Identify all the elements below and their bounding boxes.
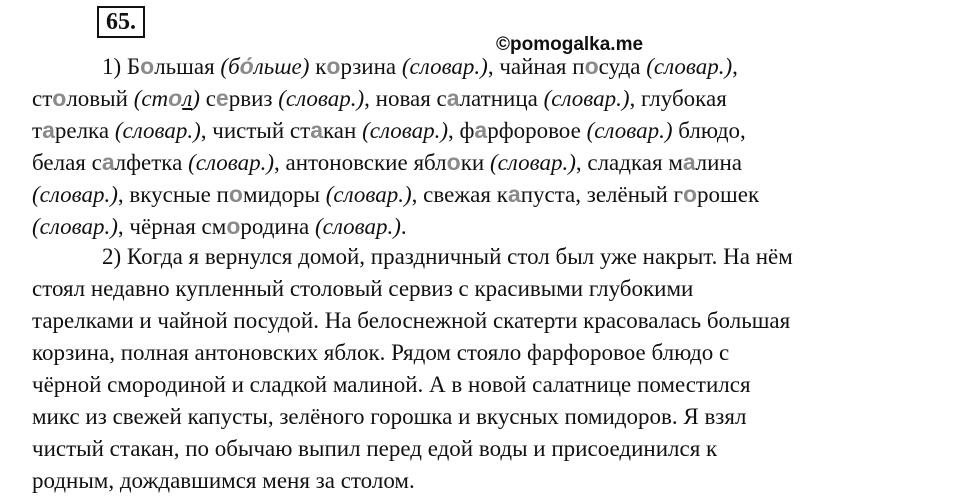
paragraph-1-line xyxy=(32,210,932,242)
text-segment: (ст xyxy=(133,86,169,111)
highlighted-vowel: о xyxy=(228,181,243,207)
text-segment: мидоры xyxy=(242,182,326,207)
text-segment: рвиз xyxy=(228,86,279,111)
text-segment: (словар.) xyxy=(315,214,401,239)
paragraph-2-line: микс из свежей капусты, зелёного горошка и вкусных помидоров. Я взял xyxy=(32,404,747,429)
text-segment: льшая xyxy=(154,54,221,79)
paragraph-1-line xyxy=(32,114,932,146)
text-segment: ст xyxy=(32,86,53,111)
highlighted-vowel: о xyxy=(326,53,341,79)
highlighted-vowel: е xyxy=(215,85,229,111)
text-segment: , сладкая м xyxy=(575,150,683,175)
text-segment: (словар.) xyxy=(489,150,576,175)
paragraph-2-line: стоял недавно купленный столовый сервиз с красивыми глубокими xyxy=(32,276,694,301)
paragraph-1-line xyxy=(32,146,932,178)
text-segment: белая с xyxy=(32,150,102,175)
text-segment: кан xyxy=(322,118,363,143)
paragraph-1 xyxy=(32,50,932,242)
paragraph-2-line: чистый стакан, по обычаю выпил перед едой воды и присоединился к xyxy=(32,436,718,461)
text-segment: (словар.) xyxy=(278,86,365,111)
highlighted-vowel: а xyxy=(310,117,323,143)
text-segment: , новая с xyxy=(364,86,447,111)
text-segment: рфоровое xyxy=(487,118,587,143)
text-segment: релка xyxy=(54,118,115,143)
paragraph-2-line: чёрной смородиной и сладкой малиной. А в новой салатнице поместился xyxy=(32,372,751,397)
text-segment: латница xyxy=(459,86,544,111)
text-segment: (словар.) xyxy=(362,118,448,143)
text-segment: , чёрная см xyxy=(117,214,227,239)
highlighted-vowel: о xyxy=(52,85,67,111)
highlighted-vowel: а xyxy=(682,149,696,175)
text-segment: (словар.) xyxy=(325,182,412,207)
highlighted-vowel: о xyxy=(168,85,183,111)
text-segment: , свежая к xyxy=(411,182,508,207)
paragraph-1-line xyxy=(32,50,932,82)
highlighted-vowel: а xyxy=(101,149,115,175)
paragraph-1-line xyxy=(32,178,932,210)
text-segment: (словар.) xyxy=(586,118,673,143)
text-segment: , вкусные п xyxy=(117,182,229,207)
text-segment: , чистый ст xyxy=(200,118,311,143)
highlighted-vowel: о xyxy=(446,149,461,175)
highlighted-vowel: а xyxy=(42,117,55,143)
text-segment: , xyxy=(732,54,738,79)
text-segment: (словар.) xyxy=(32,182,118,207)
text-segment: ) xyxy=(192,86,200,111)
highlighted-vowel: а xyxy=(474,117,488,143)
text-segment: (словар.) xyxy=(188,150,274,175)
exercise-number: 65. xyxy=(97,6,145,38)
highlighted-vowel: о́ xyxy=(239,53,254,79)
text-segment: рошек xyxy=(697,182,760,207)
text-segment: пуста, зелёный г xyxy=(520,182,683,207)
text-segment: с xyxy=(199,86,216,111)
text-segment: л xyxy=(182,86,193,111)
highlighted-vowel: а xyxy=(446,85,460,111)
text-segment: лина xyxy=(695,150,742,175)
text-segment: , антоновские ябл xyxy=(274,150,447,175)
text-segment: льше) xyxy=(253,54,310,79)
text-segment: родина xyxy=(240,214,315,239)
text-segment: (словар.) xyxy=(114,118,201,143)
paragraph-2 xyxy=(32,241,932,497)
paragraph-2-line: родным, дождавшимся меня за столом. xyxy=(32,468,415,493)
text-segment: ловый xyxy=(66,86,134,111)
text-segment: к xyxy=(309,54,327,79)
paragraph-2-line: корзина, полная антоновских яблок. Рядом стояло фарфоровое блюдо с xyxy=(32,340,730,365)
paragraph-1-line xyxy=(32,82,932,114)
text-segment: (словар.) xyxy=(543,86,630,111)
text-segment: , ф xyxy=(448,118,475,143)
text-segment: . xyxy=(400,214,407,239)
watermark-text: ©pomogalka.me xyxy=(496,34,644,55)
highlighted-vowel: о xyxy=(584,53,599,79)
text-segment: т xyxy=(32,118,43,143)
text-segment: (словар.) xyxy=(401,54,488,79)
highlighted-vowel: о xyxy=(140,53,155,79)
text-segment: (словар.) xyxy=(32,214,118,239)
text-segment: (словар.) xyxy=(646,54,733,79)
paragraph-2-line: 2) Когда я вернулся домой, праздничный стол был уже накрыт. На нём xyxy=(102,244,793,269)
text-segment: (б xyxy=(220,54,240,79)
text-segment: ки xyxy=(460,150,490,175)
highlighted-vowel: о xyxy=(682,181,698,207)
text-segment: блюдо, xyxy=(672,118,746,143)
paragraph-2-line: тарелками и чайной посудой. На белоснежной скатерти красовалась большая xyxy=(32,308,791,333)
text-segment: , чайная п xyxy=(487,54,585,79)
highlighted-vowel: о xyxy=(226,213,241,239)
highlighted-vowel: а xyxy=(507,181,521,207)
text-segment: суда xyxy=(598,54,647,79)
text-segment: лфетка xyxy=(114,150,189,175)
text-segment: рзина xyxy=(340,54,402,79)
text-segment: , глубокая xyxy=(629,86,727,111)
text-segment: 1) Б xyxy=(102,54,141,79)
